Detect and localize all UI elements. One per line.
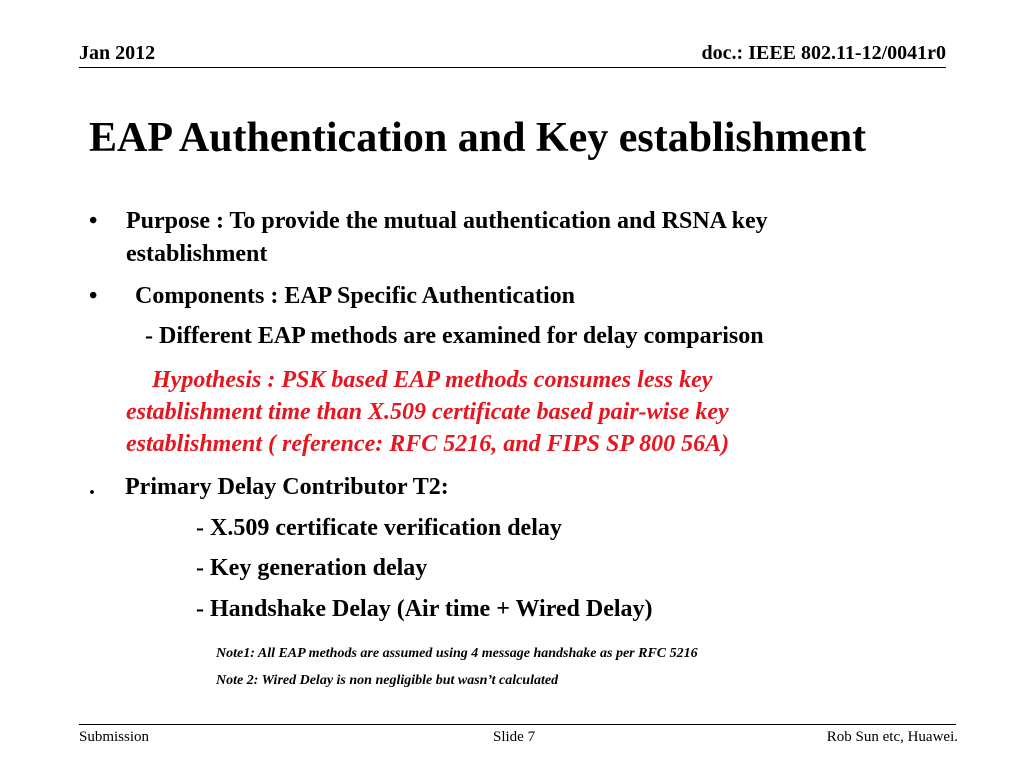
footer-author: Rob Sun etc, Huawei. [826,729,958,745]
footer-rule [79,724,956,725]
bullet-marker: • [89,208,98,234]
note-1: Note1: All EAP methods are assumed using 4 message handshake as per RFC 5216 [216,646,698,661]
note-2: Note 2: Wired Delay is non negligible but wasn’t calculated [216,673,559,688]
primary-marker: . [89,474,95,500]
primary-text: Primary Delay Contributor T2: [125,474,449,500]
bullet-marker: • [89,283,98,309]
delay-item-keygen: - Key generation delay [196,555,428,581]
hypothesis-line-2: establishment time than X.509 certificate based pair-wise key [126,399,729,425]
footer-submission: Submission [79,729,150,745]
footer-slide-number: Slide 7 [493,729,536,745]
header-date: Jan 2012 [79,42,156,64]
slide-title: EAP Authentication and Key establishment [89,115,867,161]
purpose-line-2: establishment [126,241,268,267]
purpose-line-1: Purpose : To provide the mutual authentication and RSNA key [126,208,768,234]
delay-item-certificate: - X.509 certificate verification delay [196,515,562,541]
components-text: Components : EAP Specific Authentication [135,283,576,309]
delay-item-handshake: - Handshake Delay (Air time + Wired Delay) [196,596,653,622]
hypothesis-line-3: establishment ( reference: RFC 5216, and FIPS SP 800 56A) [126,431,730,457]
header-rule [79,67,946,68]
header-doc-id: doc.: IEEE 802.11-12/0041r0 [701,42,946,64]
methods-line: - Different EAP methods are examined for delay comparison [145,323,764,349]
hypothesis-line-1: Hypothesis : PSK based EAP methods consumes less key [152,367,713,393]
